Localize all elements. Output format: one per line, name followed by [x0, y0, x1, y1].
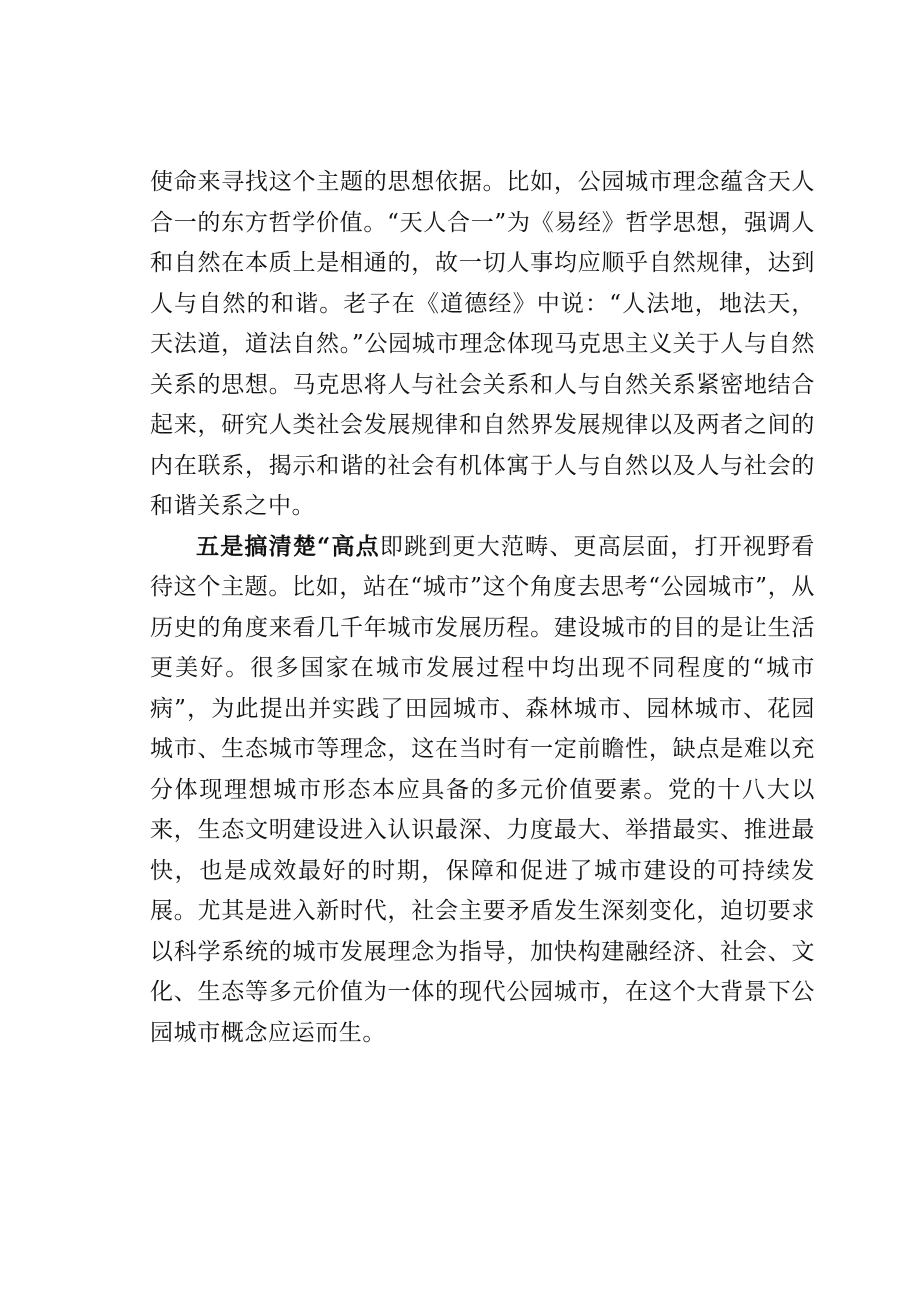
paragraph-high-point — [150, 527, 815, 1054]
paragraph-philosophical-basis — [150, 162, 815, 527]
paragraph-lead-heading: 五是搞清楚“高点 — [196, 532, 380, 560]
paragraph-text: 使命来寻找这个主题的思想依据。比如，公园城市理念蕴含天人合一的东方哲学价值。“天人合一”为《易经》哲学思想，强调人和自然在本质上是相通的，故一切人事均应顺乎自然规律，达到人与自然的和谐。老子在《道德经》中说：“人法地，地法天，天法道，道法自然。”公园城市理念体现马克思主义关于人与自然关系的思想。马克思将人与社会关系和人与自然关系紧密地结合起来，研究人类社会发展规律和自然界发展规律以及两者之间的内在联系，揭示和谐的社会有机体寓于人与自然以及人与社会的和谐关系之中。 — [150, 169, 815, 519]
document-body — [150, 162, 815, 1053]
paragraph-text: 即跳到更大范畴、更高层面，打开视野看待这个主题。比如，站在“城市”这个角度去思考“公园城市”，从历史的角度来看几千年城市发展历程。建设城市的目的是让生活更美好。很多国家在城市发展过程中均出现不同程度的“城市病”，为此提出并实践了田园城市、森林城市、园林城市、花园城市、生态城市等理念，这在当时有一定前瞻性，缺点是难以充分体现理想城市形态本应具备的多元价值要素。党的十八大以来，生态文明建设进入认识最深、力度最大、举措最实、推进最快，也是成效最好的时期，保障和促进了城市建设的可持续发展。尤其是进入新时代，社会主要矛盾发生深刻变化，迫切要求以科学系统的城市发展理念为指导，加快构建融经济、社会、文化、生态等多元价值为一体的现代公园城市，在这个大背景下公园城市概念应运而生。 — [150, 533, 815, 1046]
